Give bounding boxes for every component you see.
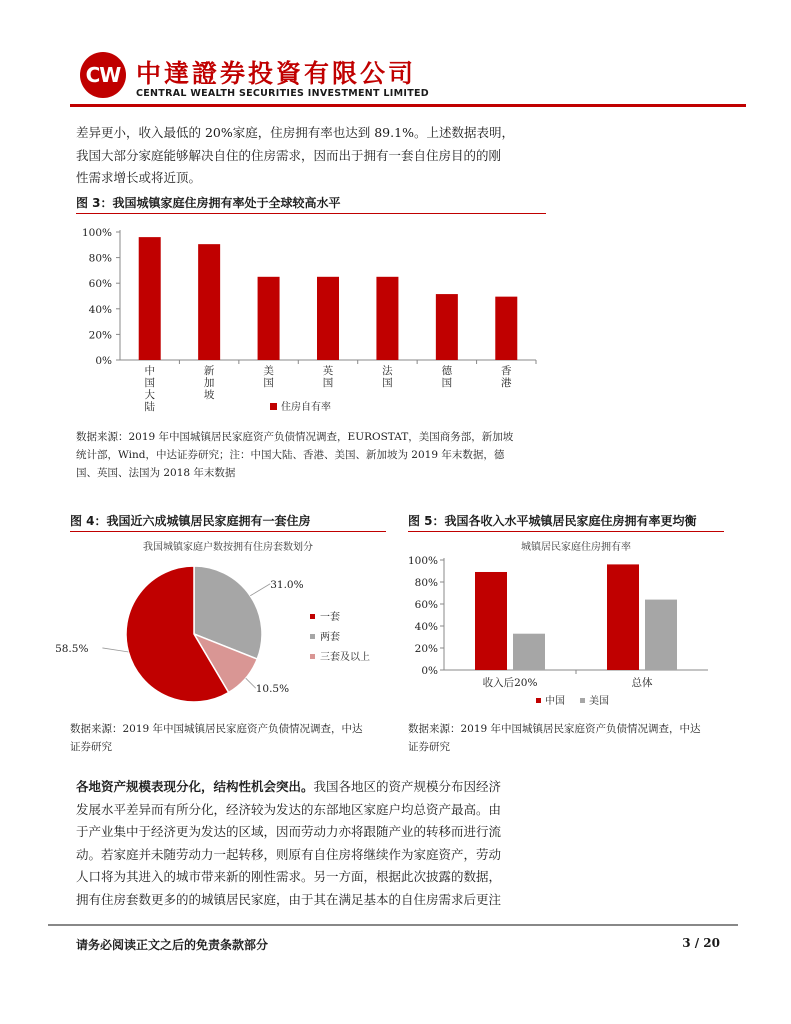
x-tick-label: 中国大陆 [144,365,155,413]
y-tick-label: 80% [414,577,438,589]
x-tick-label: 新加坡 [203,365,215,401]
body-line: 于产业集中于经济更为发达的区域，因而劳动力亦将跟随产业的转移而进行流 [76,824,502,839]
figure-4-source [70,720,390,756]
source-line: 统计部，Wind，中达证券研究；注：中国大陆、香港、美国、新加坡为 2019 年末数据，德 [76,449,505,461]
y-tick-label: 40% [414,621,438,633]
body-line-text: 我国各地区的资产规模分布因经济 [313,779,502,794]
bar [495,297,517,360]
source-line: 证券研究 [408,741,450,753]
bar [376,277,398,360]
figure-3-source [76,428,556,482]
source-line: 国、英国、法国为 2018 年末数据 [76,467,236,479]
source-line: 数据来源：2019 年中国城镇居民家庭资产负债情况调查，中达 [408,723,701,735]
x-tick-label: 德国 [441,365,453,389]
x-tick-label: 香港 [501,365,512,389]
x-tick-label: 总体 [631,677,653,689]
source-line: 数据来源：2019 年中国城镇居民家庭资产负债情况调查，中达 [70,723,363,735]
y-tick-label: 0% [95,355,112,367]
bar [607,564,639,670]
chart-title: 城镇居民家庭住房拥有率 [521,542,631,553]
chart-title: 我国城镇家庭户数按拥有住房套数划分 [143,542,313,553]
figure-5-bar-chart [408,536,724,716]
y-tick-label: 0% [421,665,438,677]
slice-value-label: 10.5% [255,683,290,696]
leader-line [250,584,270,596]
figure-5-title: 图 5：我国各收入水平城镇居民家庭住房拥有率更均衡 [408,514,697,528]
company-logo: CW [80,52,126,98]
page-number: 3 / 20 [682,936,720,950]
legend-label: 住房自有率 [281,402,331,413]
legend-swatch [536,698,541,703]
body-line: 动。若家庭并未随劳动力一起转移，则原有自住房将继续作为家庭资产，劳动 [76,846,502,862]
legend-swatch [310,634,315,639]
legend-swatch [270,403,277,410]
bar [258,277,280,360]
x-tick-label: 美国 [263,365,274,389]
source-line: 数据来源：2019 年中国城镇居民家庭资产负债情况调查，EUROSTAT，美国商务部，新加坡 [76,431,514,443]
header-divider [70,104,746,107]
leader-line [246,678,256,688]
y-tick-label: 100% [81,227,112,239]
x-tick-label: 法国 [382,365,393,389]
bar [139,237,161,360]
body-line [76,776,546,799]
bar [475,572,507,670]
y-tick-label: 80% [88,252,112,265]
y-tick-label: 60% [88,278,112,291]
legend-swatch [580,698,585,703]
bar [317,277,339,360]
legend-label: 一套 [320,612,340,623]
company-name-en: CENTRAL WEALTH SECURITIES INVESTMENT LIMITED [136,88,429,99]
y-tick-label: 20% [414,643,438,655]
legend-swatch [310,614,315,619]
x-tick-label: 收入后20% [482,677,538,689]
legend-swatch [310,654,315,659]
page-header [70,42,750,108]
figure-3-rule [76,213,546,214]
figure-3-title: 图 3：我国城镇家庭住房拥有率处于全球较高水平 [76,196,341,210]
intro-paragraph [76,122,546,190]
legend-label: 两套 [320,632,340,643]
figure-4-title: 图 4：我国近六成城镇居民家庭拥有一套住房 [70,514,311,528]
body-line: 拥有住房套数更多的的城镇居民家庭，由于其在满足基本的自住房需求后更注 [76,891,502,907]
x-tick-label: 英国 [322,365,334,389]
y-tick-label: 20% [88,329,112,342]
figure-5-source [408,720,728,756]
legend-label: 中国 [545,696,565,707]
footer-disclaimer: 请务必阅读正文之后的免责条款部分 [76,938,269,952]
body-paragraph [76,776,546,911]
figure-4-pie-chart [55,536,386,716]
intro-line: 性需求增长或将近顶。 [76,170,202,185]
y-tick-label: 100% [407,555,438,567]
footer-divider [48,924,738,926]
leader-line [102,648,128,652]
figure-4-rule [70,531,386,532]
body-line: 发展水平差异而有所分化，经济较为发达的东部地区家庭户均总资产最高。由 [76,801,502,817]
company-name-cn: 中達證券投資有限公司 [136,59,417,88]
slice-value-label: 58.5% [55,642,89,655]
bar [645,600,677,670]
source-line: 证券研究 [70,741,112,753]
body-bold-lead: 各地资产规模表现分化，结构性机会突出。 [76,779,314,794]
bar [436,294,458,360]
y-tick-label: 60% [414,599,438,611]
figure-3-bar-chart [70,220,550,425]
bar [513,634,545,670]
intro-line: 差异更小，收入最低的 20%家庭，住房拥有率也达到 89.1%。上述数据表明， [76,125,514,140]
bar [198,244,220,360]
intro-line: 我国大部分家庭能够解决自住的住房需求，因而出于拥有一套自住房目的的刚 [76,147,502,163]
figure-5-rule [408,531,724,532]
slice-value-label: 31.0% [270,578,304,591]
body-line: 人口将为其进入的城市带来新的刚性需求。另一方面，根据此次披露的数据， [76,869,502,884]
legend-label: 美国 [589,696,609,707]
legend-label: 三套及以上 [320,652,370,663]
y-tick-label: 40% [88,303,112,316]
